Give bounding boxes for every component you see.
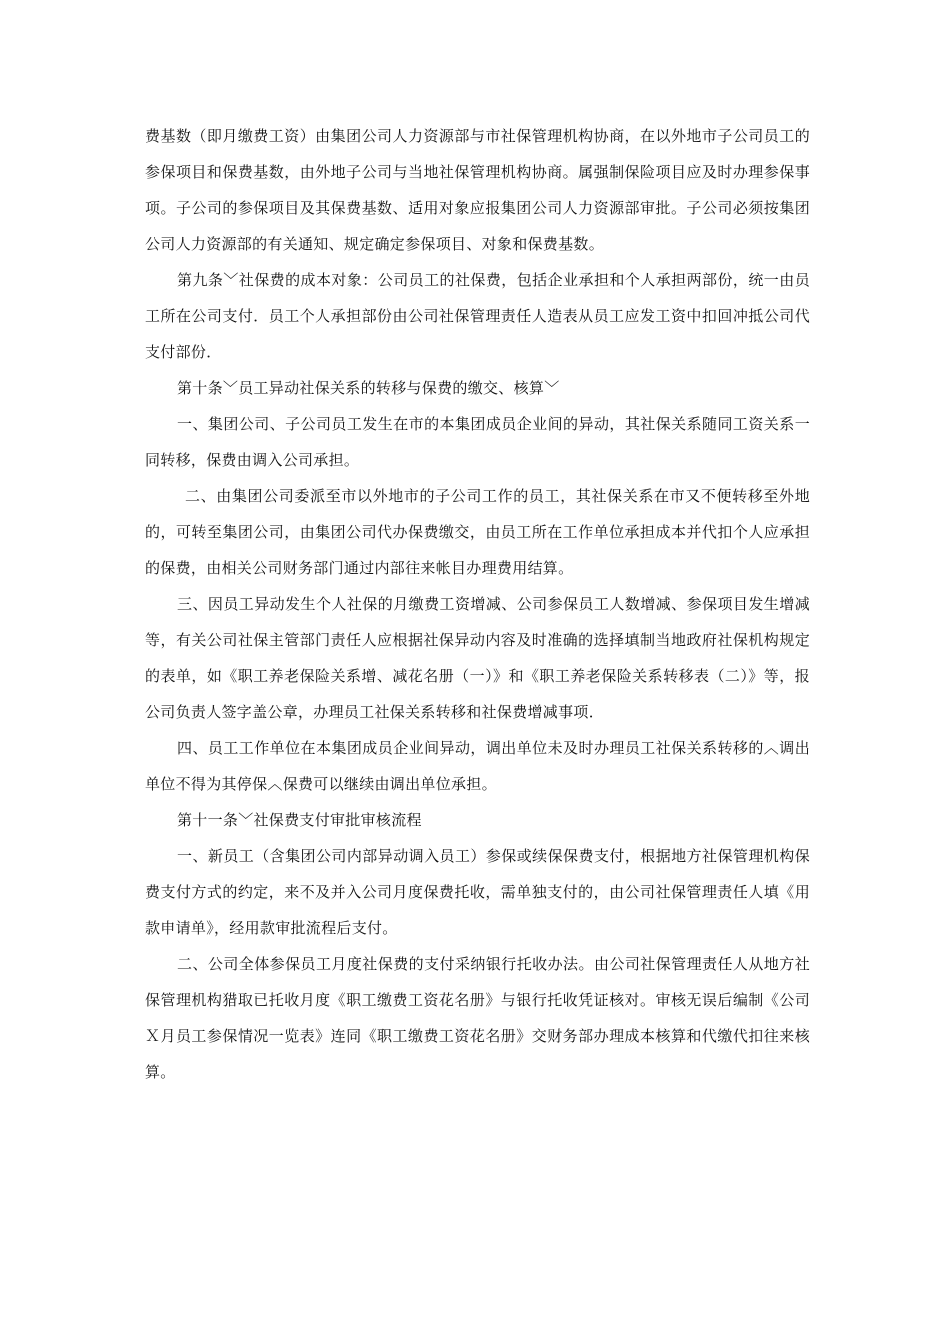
paragraph-article-10-item-3: 三、因员工异动发生个人社保的月缴费工资增减、公司参保员工人数增减、参保项目发生增减等，有关公司社保主管部门责任人应根据社保异动内容及时准确的选择填制当地政府社保机构规定的表单，如《职工养老保险关系增、减花名册（一）》和《职工养老保险关系转移表（二）》等，报公司负责人签字盖公章，办理员工社保关系转移和社保费增减事项． (145, 595, 810, 721)
heading-article-10: 第十条﹀员工异动社保关系的转移与保费的缴交、核算﹀ (177, 379, 560, 397)
document-body (145, 118, 810, 1090)
paragraph-article-11-item-2: 二、公司全体参保员工月度社保费的支付采纳银行托收办法。由公司社保管理责任人从地方社保管理机构猎取已托收月度《职工缴费工资花名册》与银行托收凭证核对。审核无误后编制《公司Ｘ月员工参保情况一览表》连同《职工缴费工资花名册》交财务部办理成本核算和代缴代扣往来核算。 (145, 955, 810, 1081)
paragraph-article-9: 第九条﹀社保费的成本对象：公司员工的社保费，包括企业承担和个人承担两部份，统一由员工所在公司支付．员工个人承担部份由公司社保管理责任人造表从员工应发工资中扣回冲抵公司代支付部份． (145, 271, 810, 361)
paragraph-article-11-item-1: 一、新员工（含集团公司内部异动调入员工）参保或续保保费支付，根据地方社保管理机构保费支付方式的约定，来不及并入公司月度保费托收，需单独支付的，由公司社保管理责任人填《用款申请单》，经用款审批流程后支付。 (145, 847, 810, 937)
paragraph-article-10-item-4: 四、员工工作单位在本集团成员企业间异动，调出单位未及时办理员工社保关系转移的︿调出单位不得为其停保︿保费可以继续由调出单位承担。 (145, 739, 810, 793)
heading-article-11: 第十一条﹀社保费支付审批审核流程 (177, 811, 422, 829)
paragraph-article-10-item-2: 二、由集团公司委派至市以外地市的子公司工作的员工，其社保关系在市又不便转移至外地的，可转至集团公司，由集团公司代办保费缴交，由员工所在工作单位承担成本并代扣个人应承担的保费，由相关公司财务部门通过内部往来帐目办理费用结算。 (145, 487, 810, 577)
paragraph-contribution-base: 费基数（即月缴费工资）由集团公司人力资源部与市社保管理机构协商，在以外地市子公司员工的参保项目和保费基数，由外地子公司与当地社保管理机构协商。属强制保险项目应及时办理参保事项。子公司的参保项目及其保费基数、适用对象应报集团公司人力资源部审批。子公司必须按集团公司人力资源部的有关通知、规定确定参保项目、对象和保费基数。 (145, 127, 810, 253)
paragraph-article-10-item-1: 一、集团公司、子公司员工发生在市的本集团成员企业间的异动，其社保关系随同工资关系一同转移，保费由调入公司承担。 (145, 415, 810, 469)
